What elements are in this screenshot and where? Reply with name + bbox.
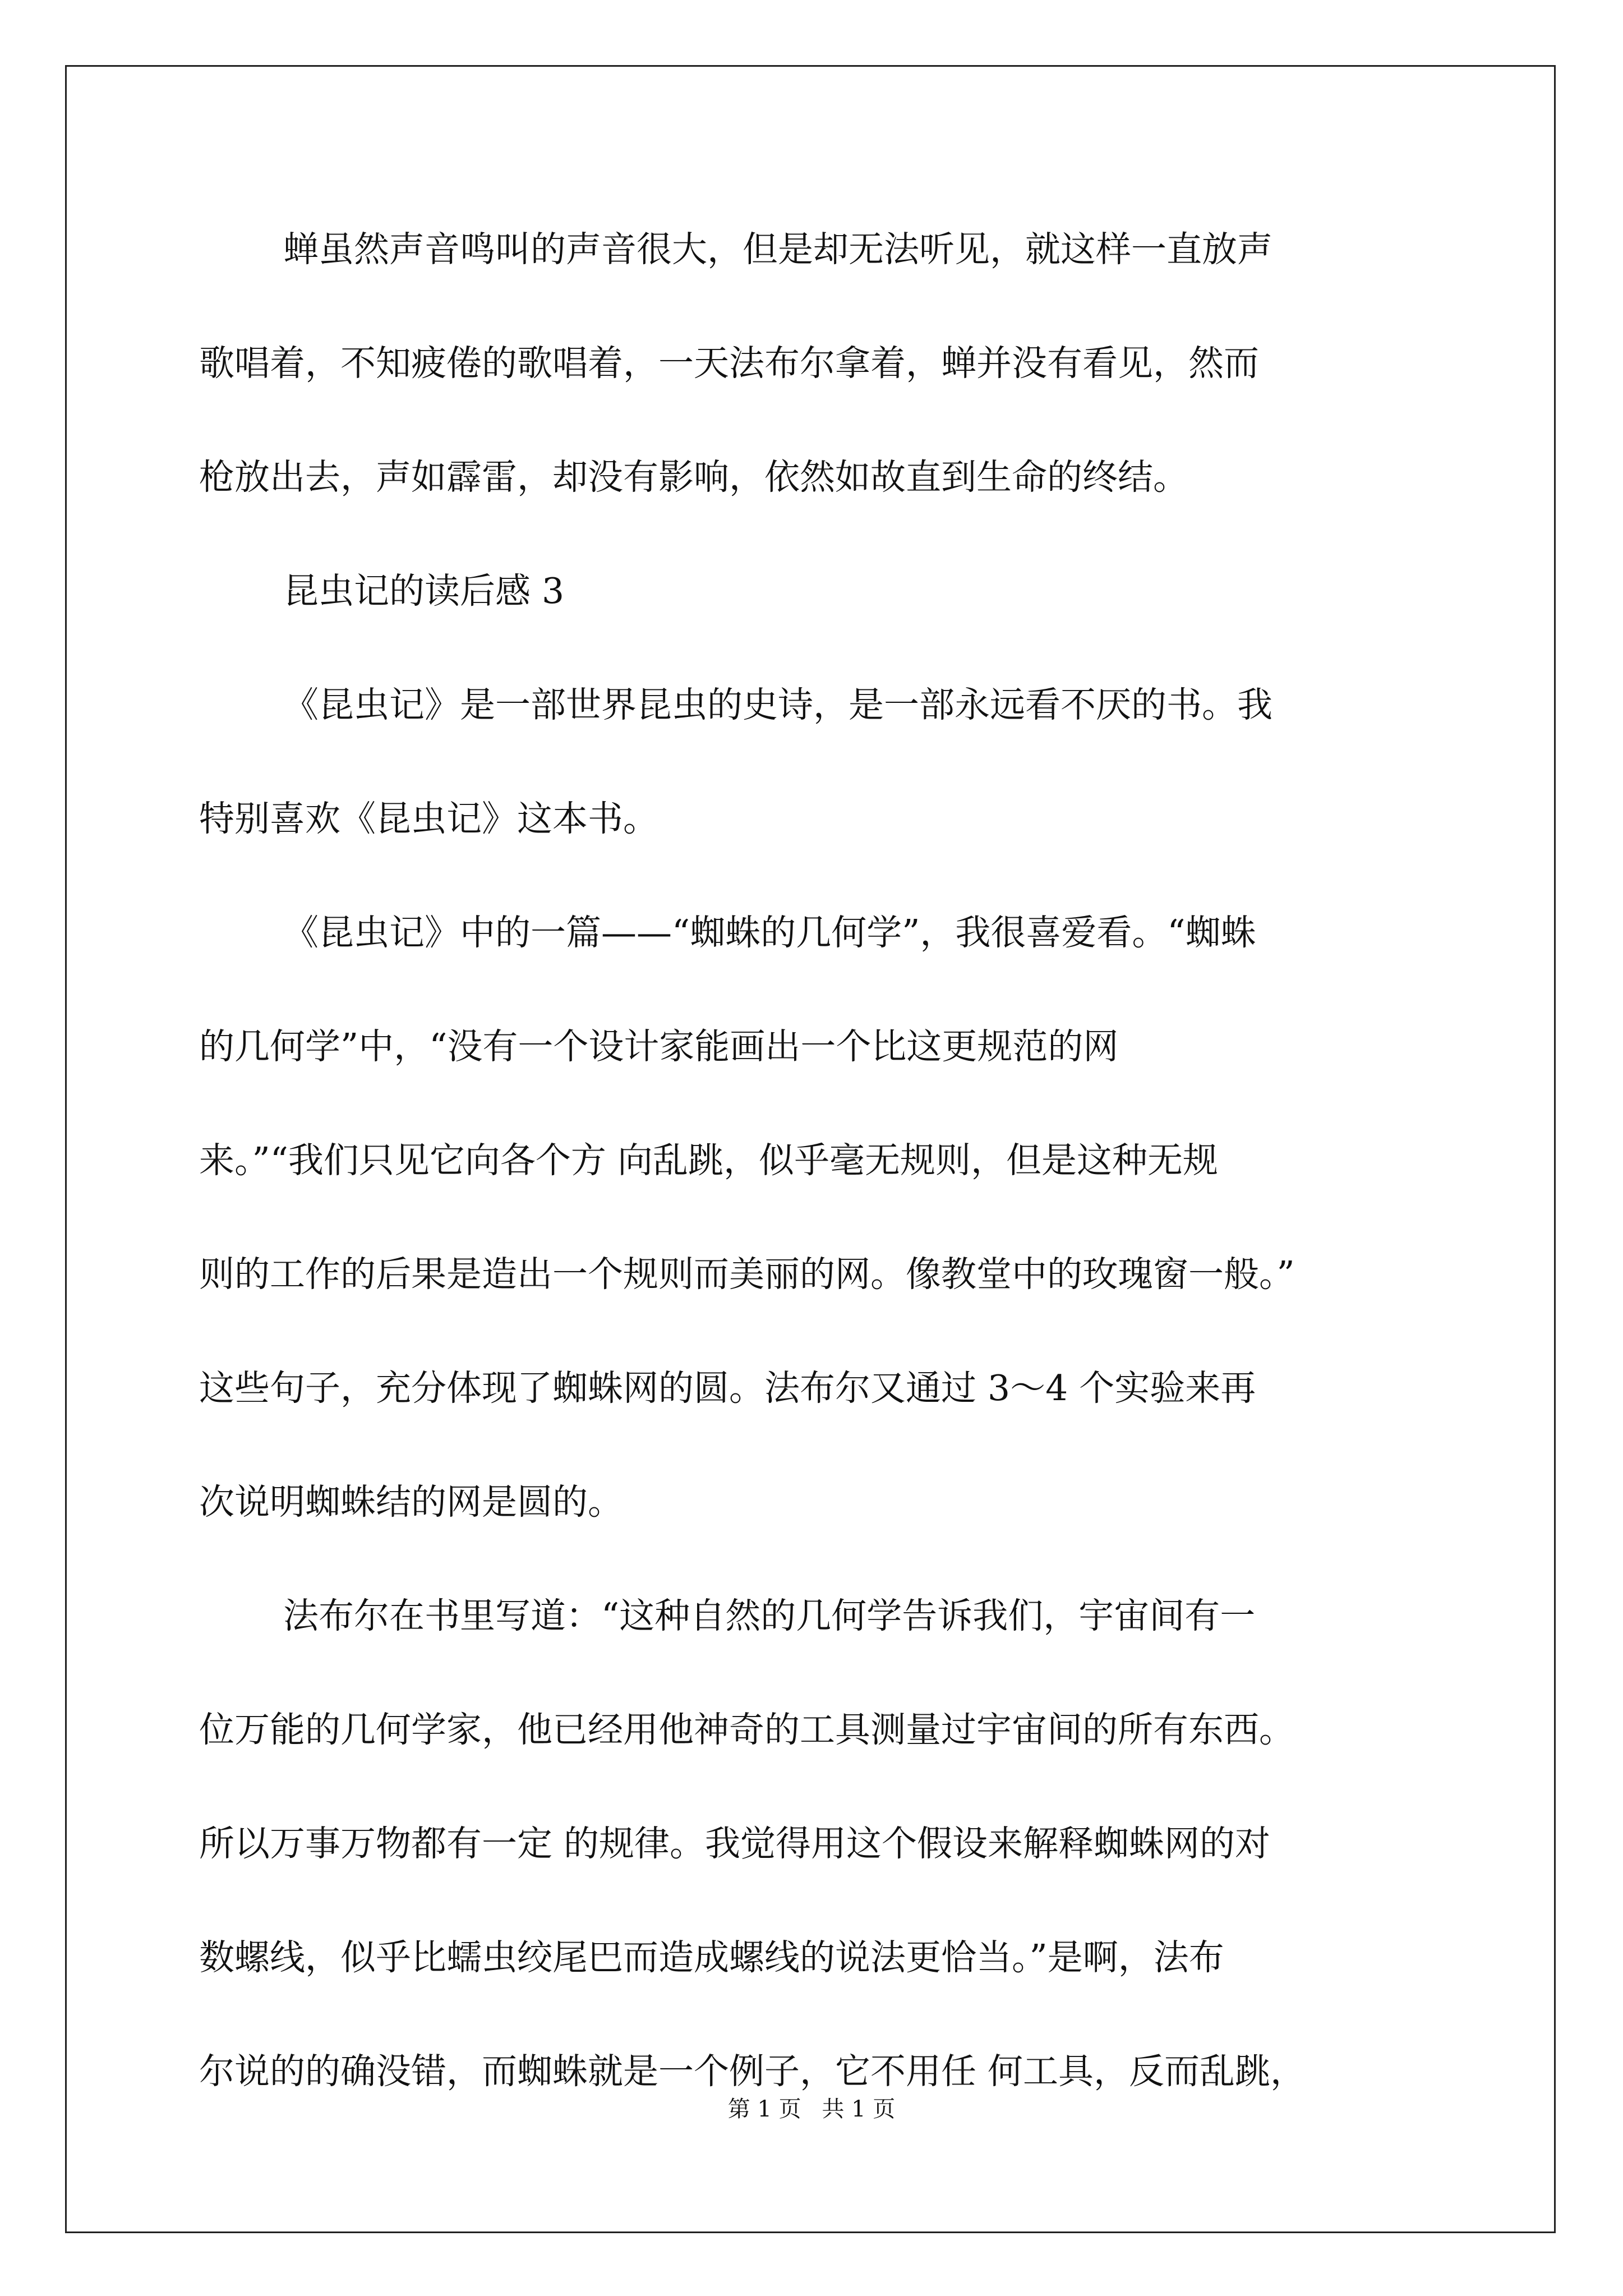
- text-line: 所以万事万物都有一定 的规律。我觉得用这个假设来解释蜘蛛网的对: [199, 1823, 1271, 1864]
- section-heading: 昆虫记的读后感 3: [283, 570, 565, 611]
- text-line: 歌唱着，不知疲倦的歌唱着，一天法布尔拿着，蝉并没有看见，然而: [199, 343, 1259, 384]
- text-line: 这些句子，充分体现了蜘蛛网的圆。法布尔又通过 3～4 个实验来再: [199, 1368, 1256, 1409]
- text-line: 数螺线，似乎比蠕虫绞尾巴而造成螺线的说法更恰当。”是啊，法布: [199, 1937, 1224, 1978]
- text-line: 位万能的几何学家，他已经用他神奇的工具测量过宇宙间的所有东西。: [199, 1709, 1294, 1750]
- text-line: 《昆虫记》是一部世界昆虫的史诗，是一部永远看不厌的书。我: [283, 684, 1272, 725]
- page-number: 第 1 页: [727, 2096, 801, 2122]
- text-line: 特别喜欢《昆虫记》这本书。: [199, 798, 658, 839]
- text-line: 则的工作的后果是造出一个规则而美丽的网。像教堂中的玫瑰窗一般。”: [199, 1254, 1295, 1295]
- text-line: 的几何学”中，“没有一个设计家能画出一个比这更规范的网: [199, 1026, 1119, 1067]
- text-line: 尔说的的确没错，而蜘蛛就是一个例子，它不用任 何工具，反而乱跳，: [199, 2051, 1306, 2092]
- page-footer: [0, 2092, 1623, 2126]
- page-total: 共 1 页: [822, 2096, 896, 2122]
- text-line: 来。”“我们只见它向各个方 向乱跳，似乎毫无规则，但是这种无规: [199, 1140, 1218, 1181]
- text-line: 《昆虫记》中的一篇——“蜘蛛的几何学”，我很喜爱看。“蜘蛛: [283, 912, 1256, 953]
- text-line: 法布尔在书里写道：“这种自然的几何学告诉我们，宇宙间有一: [283, 1595, 1256, 1636]
- text-line: 次说明蜘蛛结的网是圆的。: [199, 1481, 623, 1522]
- text-line: 蝉虽然声音鸣叫的声音很大，但是却无法听见，就这样一直放声: [283, 229, 1272, 270]
- text-line: 枪放出去，声如霹雷，却没有影响，依然如故直到生命的终结。: [199, 457, 1188, 498]
